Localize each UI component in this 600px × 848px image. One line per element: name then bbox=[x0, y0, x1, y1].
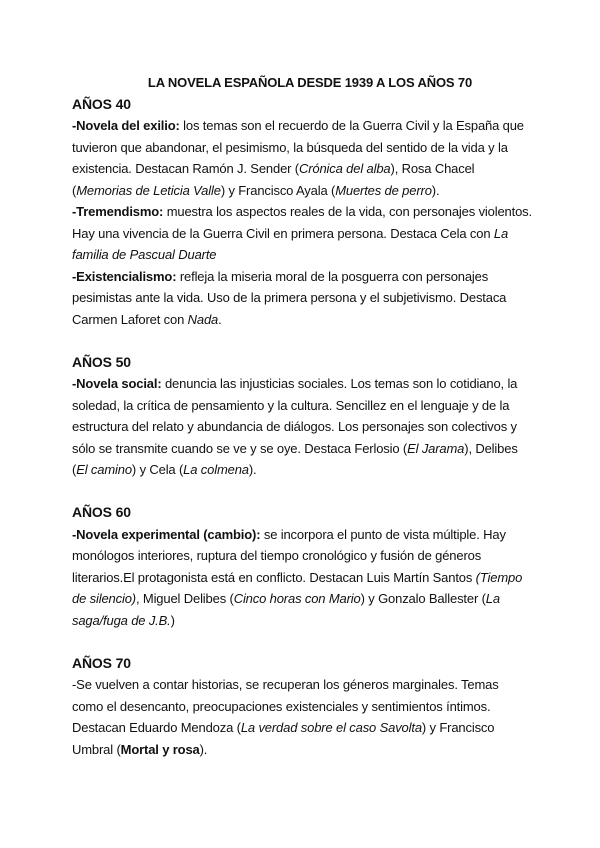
text: ). bbox=[431, 182, 440, 198]
work-title: Cinco horas con Mario bbox=[233, 591, 361, 606]
text: ) y Francisco Umbral ( bbox=[72, 720, 495, 757]
document-page bbox=[72, 72, 532, 760]
work-title: Nada bbox=[187, 311, 219, 327]
text: ), Delibes ( bbox=[72, 440, 518, 477]
term-tremendismo: -Tremendismo: bbox=[72, 204, 164, 219]
work-title: Muertes de perro bbox=[335, 182, 432, 198]
paragraph-tremendismo bbox=[72, 201, 532, 266]
paragraph-novela-experimental bbox=[72, 524, 532, 632]
text: ), Rosa Chacel ( bbox=[72, 161, 475, 198]
term-novela-exilio: -Novela del exilio: bbox=[72, 118, 180, 133]
section-heading-50: AÑOS 50 bbox=[72, 353, 131, 370]
work-title: La familia de Pascual Duarte bbox=[72, 225, 509, 262]
term-existencialismo: -Existencialismo: bbox=[72, 268, 177, 284]
work-title: El camino bbox=[76, 462, 132, 477]
section-heading-40: AÑOS 40 bbox=[72, 95, 131, 112]
text: -Se vuelven a contar historias, se recuperan los géneros marginales. Temas como el desencanto, preocupaciones existenciales y sentimientos íntimos. Destacan Eduardo Mendoza ( bbox=[72, 677, 499, 735]
section-heading-70: AÑOS 70 bbox=[72, 654, 131, 671]
text: ) y Francisco Ayala ( bbox=[220, 182, 336, 198]
text: . bbox=[218, 311, 222, 327]
work-title: El Jarama bbox=[407, 440, 465, 456]
text: los temas son el recuerdo de la Guerra Civil y la España que tuvieron que abandonar, el pesimismo, la búsqueda del sentido de la vida y la existencia. Destacan Ramón J. Sender ( bbox=[72, 118, 524, 176]
text: ) y Gonzalo Ballester ( bbox=[360, 591, 486, 606]
text: ) bbox=[170, 612, 175, 628]
spacer bbox=[72, 631, 532, 653]
term-novela-experimental: -Novela experimental (cambio): bbox=[72, 526, 261, 542]
text: ) y Cela ( bbox=[131, 462, 184, 477]
work-title: La verdad sobre el caso Savolta bbox=[240, 720, 422, 735]
paragraph-novela-social bbox=[72, 373, 532, 481]
section-heading-60: AÑOS 60 bbox=[72, 504, 131, 520]
text: se incorpora el punto de vista múltiple. Hay monólogos interiores, ruptura del tiempo cronológico y fusión de géneros literarios.El protagonista está en conflicto. Destacan Luis Martín Santos bbox=[72, 526, 506, 585]
text: , Miguel Delibes ( bbox=[135, 591, 234, 606]
term-novela-social: -Novela social: bbox=[72, 376, 162, 391]
text: muestra los aspectos reales de la vida, con personajes violentos. Hay una vivencia de la Guerra Civil en primera persona. Destaca Cela con bbox=[72, 204, 532, 241]
work-title: Crónica del alba bbox=[298, 161, 391, 176]
spacer bbox=[72, 481, 532, 503]
work-title: La colmena bbox=[183, 462, 249, 477]
paragraph-novela-exilio bbox=[72, 115, 532, 201]
text: ). bbox=[248, 462, 257, 477]
paragraph-existencialismo bbox=[72, 266, 532, 331]
text: refleja la miseria moral de la posguerra con personajes pesimistas ante la vida. Uso de la primera persona y el subjetivismo. Destaca Carmen Laforet con bbox=[72, 268, 507, 327]
work-title: Memorias de Leticia Valle bbox=[76, 182, 221, 198]
work-title: (Tiempo de silencio) bbox=[72, 569, 523, 606]
work-title-bold: Mortal y rosa bbox=[120, 741, 200, 757]
spacer bbox=[72, 330, 532, 352]
work-title: La saga/fuga de J.B. bbox=[72, 591, 500, 628]
text: denuncia las injusticias sociales. Los temas son lo cotidiano, la soledad, la crítica de pensamiento y la cultura. Sencillez en el lenguaje y de la estructura del relato y abundancia de diálogos. Los personajes son colectivos y sólo se transmite cuando se ve y se oye. Destaca Ferlosio ( bbox=[72, 376, 518, 456]
text: ). bbox=[199, 741, 208, 757]
page-title: LA NOVELA ESPAÑOLA DESDE 1939 A LOS AÑOS 70 bbox=[147, 75, 473, 90]
paragraph-anos-70 bbox=[72, 674, 532, 760]
